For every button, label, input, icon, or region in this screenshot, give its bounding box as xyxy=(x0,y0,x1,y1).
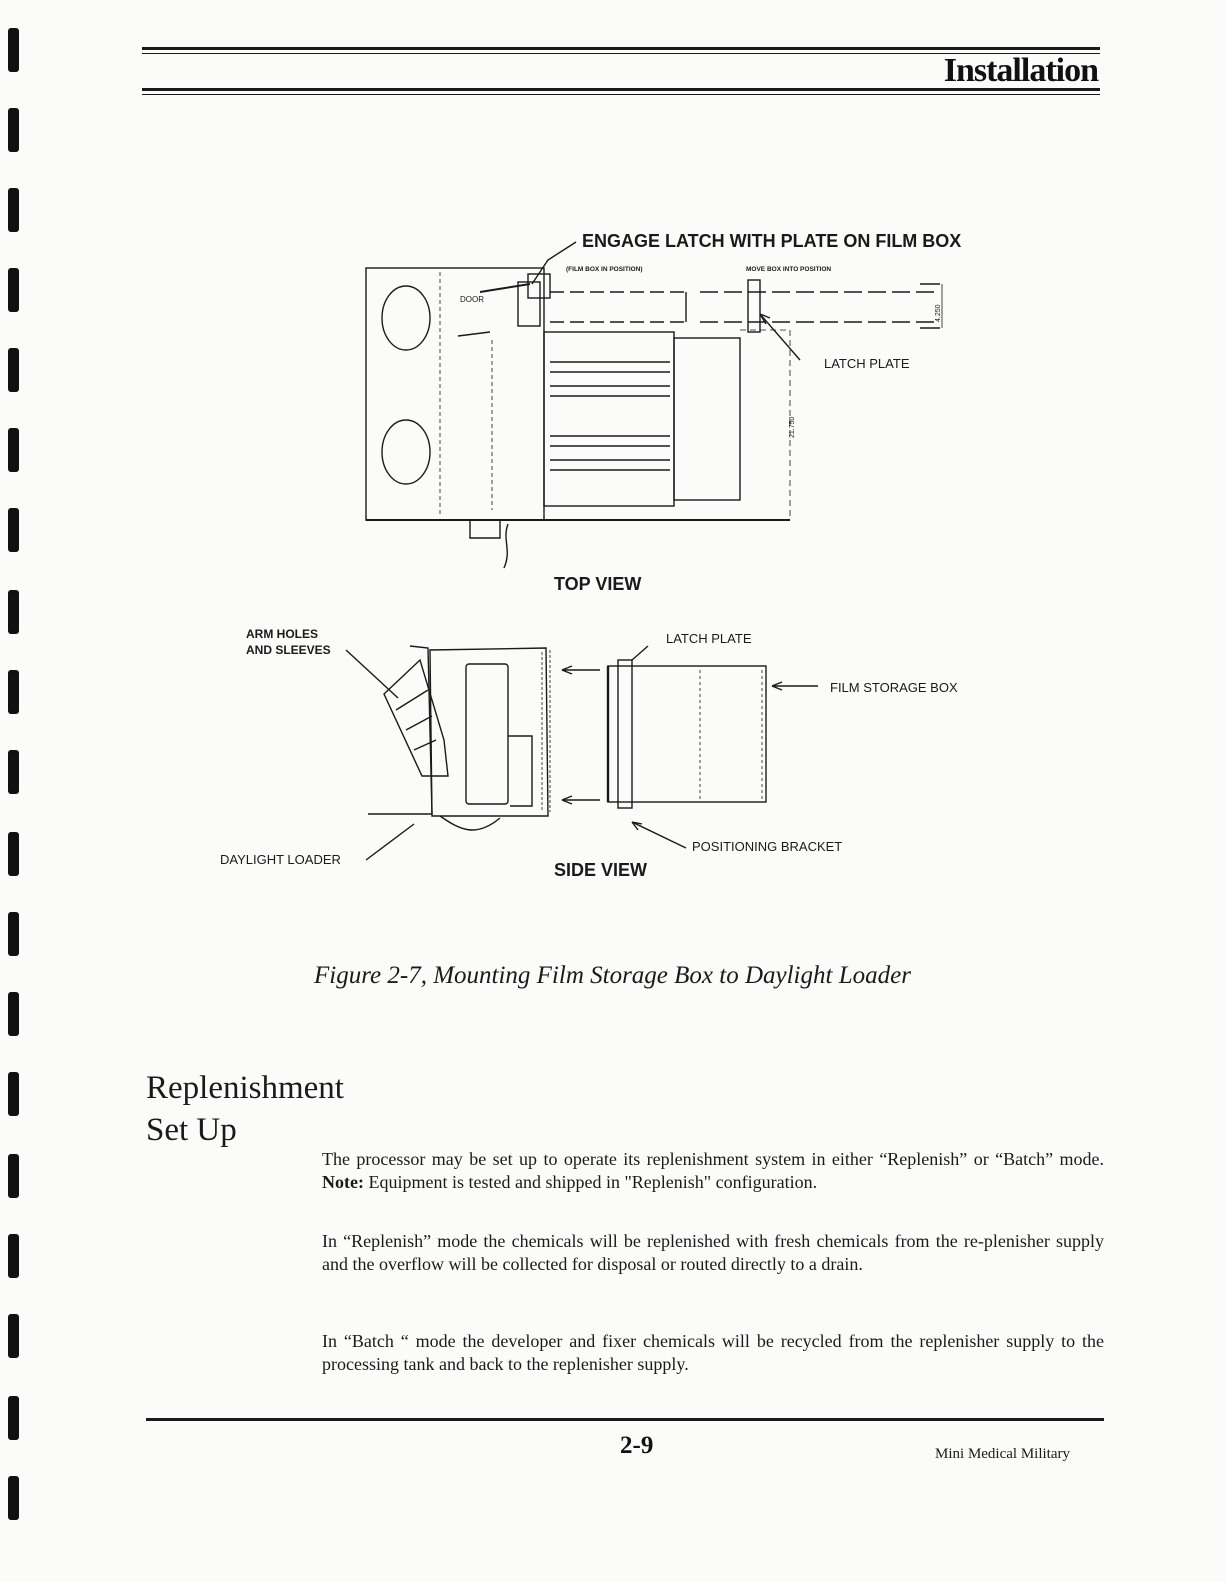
label-dim-21750: 21.750 xyxy=(789,416,796,438)
binding-holes xyxy=(0,0,40,1582)
footer-product-name: Mini Medical Military xyxy=(935,1446,1070,1462)
label-daylight-loader: DAYLIGHT LOADER xyxy=(220,852,341,867)
paragraph-1 xyxy=(322,1148,1104,1194)
header-rule-bottom-thin xyxy=(142,94,1100,95)
arm-hole-lower xyxy=(382,420,430,484)
label-positioning-bracket: POSITIONING BRACKET xyxy=(692,839,843,854)
paragraph-1-a: The processor may be set up to operate its replenishment system in either “Replenish” or “Batch” mode. xyxy=(322,1149,1104,1169)
label-move-box-into-position: MOVE BOX INTO POSITION xyxy=(746,266,832,273)
section-heading xyxy=(146,1067,344,1151)
label-arm-holes-1: ARM HOLES xyxy=(246,627,318,641)
header-rule-top xyxy=(142,47,1100,50)
label-engage-latch: ENGAGE LATCH WITH PLATE ON FILM BOX xyxy=(582,231,962,251)
diagram-svg xyxy=(200,220,1020,920)
loader-body-top xyxy=(366,268,544,520)
header-title: Installation xyxy=(943,52,1098,89)
paragraph-1-b: Equipment is tested and shipped in "Replenish" configuration. xyxy=(363,1172,818,1192)
label-door: DOOR xyxy=(460,295,484,304)
section-heading-line1: Replenishment xyxy=(146,1070,344,1106)
paragraph-1-note: Note: xyxy=(322,1172,364,1192)
label-latch-plate-top: LATCH PLATE xyxy=(824,356,910,371)
arm-hole-upper xyxy=(382,286,430,350)
label-film-box-in-position: (FILM BOX IN POSITION) xyxy=(566,266,643,273)
label-dim-4250: 4.250 xyxy=(935,304,942,322)
label-side-view: SIDE VIEW xyxy=(554,860,648,880)
paragraph-3: In “Batch “ mode the developer and fixer chemicals will be recycled from the replenisher supply to the processing tank and back to the replenisher supply. xyxy=(322,1331,1104,1374)
page-number: 2-9 xyxy=(620,1432,654,1459)
figure-mounting-diagram xyxy=(200,220,1020,920)
label-top-view: TOP VIEW xyxy=(554,574,642,594)
figure-caption: Figure 2-7, Mounting Film Storage Box to Daylight Loader xyxy=(314,962,911,989)
label-arm-holes-2: AND SLEEVES xyxy=(246,643,331,657)
section-heading-line2: Set Up xyxy=(146,1112,237,1148)
label-film-storage-box: FILM STORAGE BOX xyxy=(830,680,958,695)
film-box-top xyxy=(544,332,674,506)
label-latch-plate-side: LATCH PLATE xyxy=(666,631,752,646)
footer-rule xyxy=(146,1418,1104,1421)
paragraph-2: In “Replenish” mode the chemicals will be replenished with fresh chemicals from the re-plenisher supply and the overflow will be collected for disposal or routed directly to a drain. xyxy=(322,1231,1104,1274)
